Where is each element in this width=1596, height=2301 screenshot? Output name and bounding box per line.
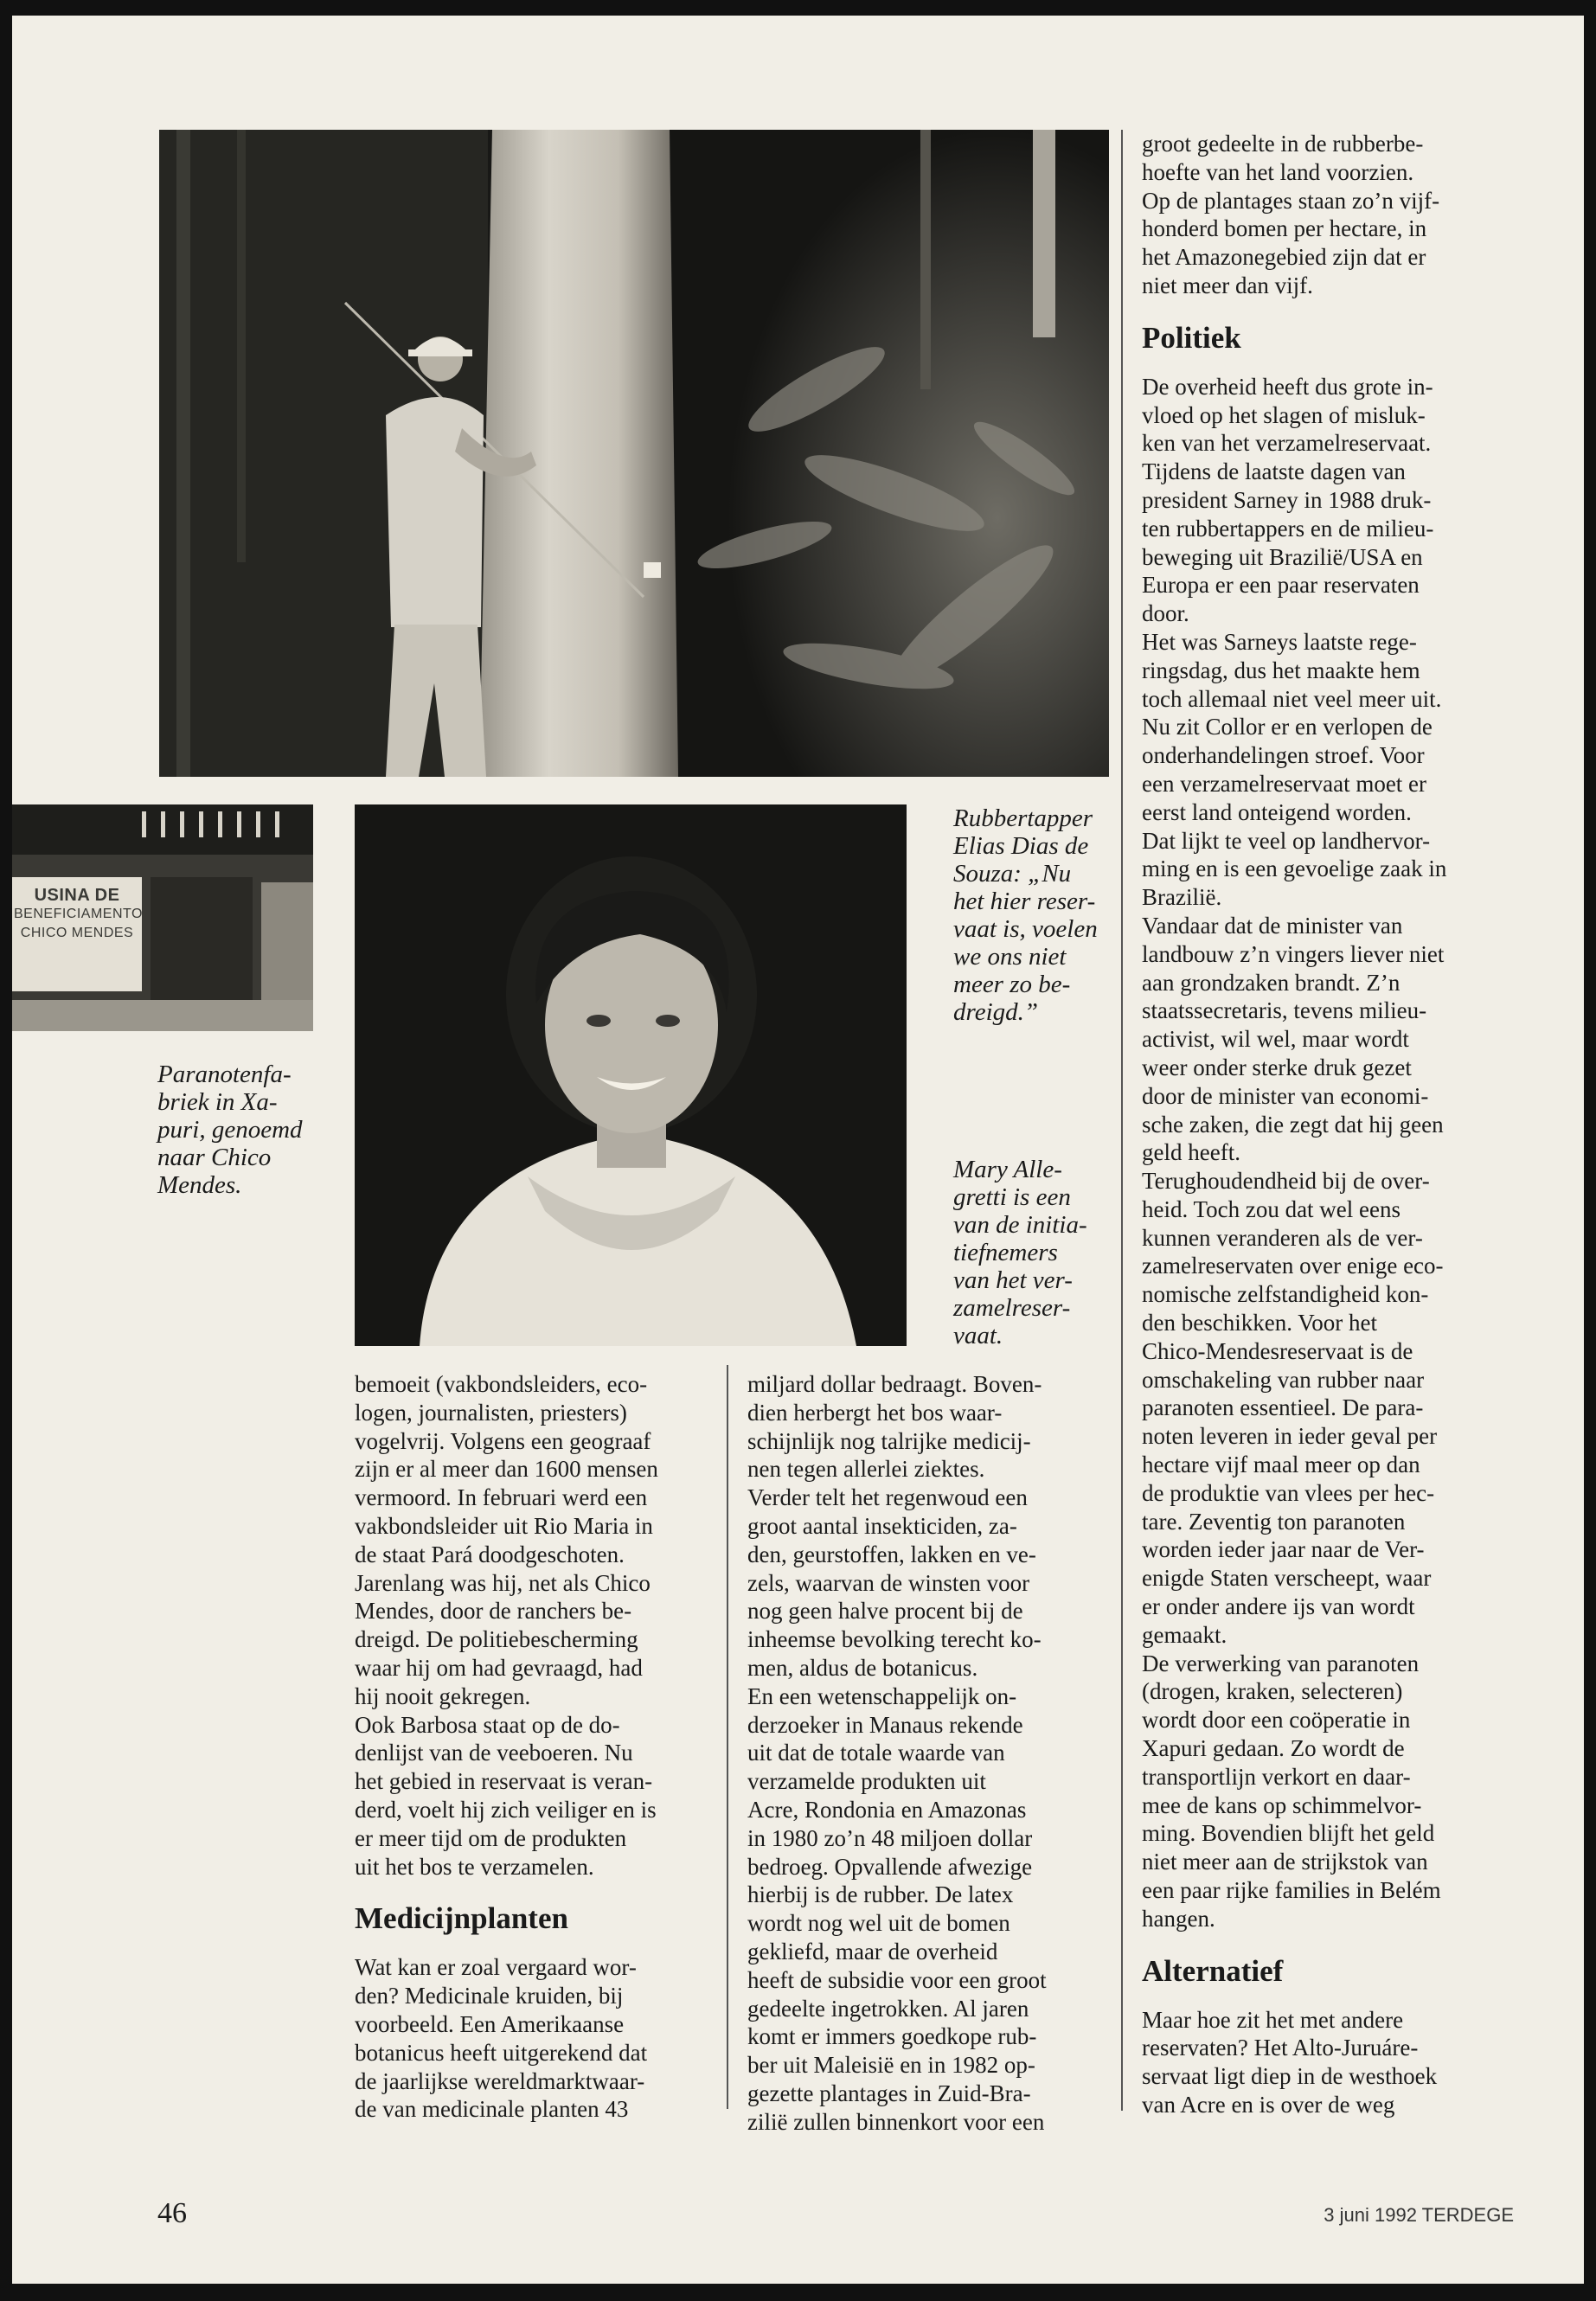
- text-line: ken van het verzamelreservaat.: [1142, 430, 1432, 457]
- paragraph: [1142, 628, 1514, 912]
- text-line: logen, journalisten, priesters): [355, 1399, 627, 1426]
- text-line: weer onder sterke druk gezet: [1142, 1054, 1412, 1080]
- text-line: wordt nog wel uit de bomen: [747, 1910, 1010, 1937]
- section-heading-politiek: Politiek: [1142, 320, 1241, 355]
- text-line: heeft de subsidie voor een groot: [747, 1966, 1047, 1993]
- paragraph: [1142, 1167, 1514, 1650]
- text-line: derd, voelt hij zich veiliger en is: [355, 1796, 657, 1823]
- caption-line: Souza: „Nu: [953, 860, 1072, 888]
- text-line: vloed op het slagen of misluk-: [1142, 401, 1426, 428]
- text-line: vogelvrij. Volgens een geograaf: [355, 1427, 651, 1454]
- text-line: den, geurstoffen, lakken en ve-: [747, 1541, 1036, 1567]
- text-line: nomische zelfstandigheid kon-: [1142, 1281, 1429, 1308]
- text-line: den? Medicinale kruiden, bij: [355, 1983, 624, 2009]
- text-line: in 1980 zo’n 48 miljoen dollar: [747, 1824, 1033, 1851]
- text-line: nog geen halve procent bij de: [747, 1598, 1023, 1625]
- caption-line: naar Chico: [157, 1144, 272, 1171]
- text-line: aan grondzaken brandt. Z’n: [1142, 969, 1401, 996]
- text-line: eerst land onteigend worden.: [1142, 798, 1412, 825]
- text-column-1: [355, 1370, 718, 2124]
- text-line: van Acre en is over de weg: [1142, 2092, 1395, 2118]
- caption-line: briek in Xa-: [157, 1088, 278, 1116]
- section-heading-alternatief: Alternatief: [1142, 1953, 1284, 1988]
- text-line: servaat ligt diep in de westhoek: [1142, 2063, 1438, 2090]
- text-line: inheemse bevolking terecht ko-: [747, 1626, 1042, 1653]
- text-line: de jaarlijkse wereldmarktwaar-: [355, 2067, 645, 2094]
- text-line: waar hij om had gevraagd, had: [355, 1654, 643, 1681]
- caption-line: vaat.: [953, 1322, 1003, 1349]
- text-line: groot gedeelte in de rubberbe-: [1142, 131, 1424, 157]
- text-line: groot aantal insekticiden, za-: [747, 1512, 1017, 1539]
- text-line: komt er immers goedkope rub-: [747, 2023, 1037, 2050]
- column-rule: [727, 1365, 728, 2109]
- caption-line: van de initia-: [953, 1211, 1087, 1239]
- text-line: vakbondsleider uit Rio Maria in: [355, 1512, 653, 1539]
- magazine-page: [12, 16, 1584, 2284]
- text-line: noten leveren in ieder geval per: [1142, 1423, 1438, 1450]
- text-column-3: [1142, 130, 1514, 2119]
- text-line: zilië zullen binnenkort voor een: [747, 2108, 1045, 2135]
- text-line: zels, waarvan de winsten voor: [747, 1569, 1030, 1596]
- text-line: zijn er al meer dan 1600 mensen: [355, 1456, 658, 1483]
- text-line: hij nooit gekregen.: [355, 1682, 531, 1709]
- text-line: paranoten essentieel. De para-: [1142, 1394, 1424, 1421]
- text-line: gezette plantages in Zuid-Bra-: [747, 2080, 1031, 2106]
- text-line: Brazilië.: [1142, 884, 1222, 911]
- text-line: En een wetenschappelijk on-: [747, 1682, 1017, 1709]
- text-line: voorbeeld. Een Amerikaanse: [355, 2010, 625, 2037]
- caption-tapper: [953, 804, 1126, 1026]
- text-line: activist, wil wel, maar wordt: [1142, 1026, 1409, 1053]
- text-line: enigde Staten verscheept, waar: [1142, 1565, 1432, 1592]
- text-line: ming en is een gevoelige zaak in: [1142, 856, 1447, 882]
- text-line: de van medicinale planten 43: [355, 2096, 629, 2123]
- caption-line: Paranotenfa-: [157, 1061, 292, 1088]
- text-line: toch allemaal niet veel meer uit.: [1142, 685, 1442, 712]
- text-line: derzoeker in Manaus rekende: [747, 1711, 1023, 1738]
- text-line: sche zaken, die zegt dat hij geen: [1142, 1111, 1444, 1138]
- paragraph: [747, 1682, 1115, 2137]
- text-line: Het was Sarneys laatste rege-: [1142, 628, 1417, 655]
- text-line: reservaten? Het Alto-Juruáre-: [1142, 2035, 1419, 2061]
- caption-line: gretti is een: [953, 1183, 1071, 1211]
- portrait-photo: [355, 804, 907, 1346]
- text-line: Dat lijkt te veel op landhervor-: [1142, 827, 1431, 854]
- caption-line: vaat is, voelen: [953, 915, 1098, 943]
- text-line: De verwerking van paranoten: [1142, 1650, 1420, 1676]
- text-line: men, aldus de botanicus.: [747, 1654, 978, 1681]
- paragraph: [1142, 373, 1514, 628]
- caption-line: we ons niet: [953, 943, 1067, 971]
- paragraph: [355, 1370, 718, 1711]
- tapper-photo-image: [159, 130, 1109, 777]
- text-line: Vandaar dat de minister van: [1142, 912, 1403, 939]
- caption-line: het hier reser-: [953, 888, 1096, 915]
- text-line: hierbij is de rubber. De latex: [747, 1881, 1014, 1908]
- factory-sign-line: USINA DE: [34, 886, 120, 905]
- text-line: ming. Bovendien blijft het geld: [1142, 1820, 1435, 1847]
- text-line: Op de plantages staan zo’n vijf-: [1142, 187, 1440, 214]
- caption-line: dreigd.”: [953, 998, 1039, 1026]
- text-line: Maar hoe zit het met andere: [1142, 2006, 1404, 2033]
- text-line: wordt door een coöperatie in: [1142, 1707, 1411, 1734]
- caption-allegretti: [953, 1156, 1126, 1349]
- text-line: denlijst van de veeboeren. Nu: [355, 1740, 633, 1766]
- paragraph: [1142, 130, 1514, 300]
- text-line: kunnen veranderen als de ver-: [1142, 1224, 1423, 1251]
- paragraph: [747, 1484, 1115, 1682]
- text-line: onderhandelingen stroef. Voor: [1142, 742, 1425, 769]
- text-line: Europa er een paar reservaten: [1142, 572, 1420, 599]
- text-line: Terughoudendheid bij de over-: [1142, 1168, 1430, 1195]
- text-line: nen tegen allerlei ziektes.: [747, 1456, 985, 1483]
- text-line: door.: [1142, 600, 1189, 627]
- paragraph: [1142, 912, 1514, 1167]
- caption-line: meer zo be-: [953, 971, 1071, 998]
- text-line: president Sarney in 1988 druk-: [1142, 486, 1432, 513]
- paragraph: [747, 1370, 1115, 1484]
- text-line: den beschikken. Voor het: [1142, 1310, 1377, 1336]
- text-line: Wat kan er zoal vergaard wor-: [355, 1954, 637, 1981]
- text-line: botanicus heeft uitgerekend dat: [355, 2039, 648, 2066]
- text-line: honderd bomen per hectare, in: [1142, 215, 1427, 242]
- text-line: hangen.: [1142, 1905, 1215, 1932]
- text-line: Ook Barbosa staat op de do-: [355, 1711, 620, 1738]
- text-line: ringsdag, dus het maakte hem: [1142, 657, 1420, 683]
- text-line: een paar rijke families in Belém: [1142, 1877, 1441, 1904]
- caption-line: zamelreser-: [953, 1294, 1071, 1322]
- text-line: geld heeft.: [1142, 1139, 1240, 1166]
- text-line: Nu zit Collor er en verlopen de: [1142, 714, 1433, 740]
- text-line: Acre, Rondonia en Amazonas: [747, 1796, 1027, 1823]
- caption-line: Rubbertapper: [953, 804, 1093, 832]
- caption-line: Elias Dias de: [953, 832, 1089, 860]
- text-line: de staat Pará doodgeschoten.: [355, 1541, 625, 1567]
- text-line: Jarenlang was hij, net als Chico: [355, 1569, 651, 1596]
- text-line: de produktie van vlees per hec-: [1142, 1479, 1435, 1506]
- caption-line: Mendes.: [157, 1171, 242, 1199]
- caption-factory: [157, 1061, 339, 1199]
- issue-label: 3 juni 1992 TERDEGE: [1324, 2204, 1514, 2226]
- paragraph: [1142, 2006, 1514, 2119]
- text-column-2: [747, 1370, 1115, 2137]
- text-line: het gebied in reservaat is veran-: [355, 1768, 653, 1795]
- text-line: beweging uit Brazilië/USA en: [1142, 543, 1423, 570]
- factory-sign: [14, 886, 143, 943]
- text-line: landbouw z’n vingers liever niet: [1142, 940, 1445, 967]
- text-line: niet meer aan de strijkstok van: [1142, 1849, 1428, 1875]
- text-line: gekliefd, maar de overheid: [747, 1938, 998, 1965]
- caption-line: Mary Alle-: [953, 1156, 1062, 1183]
- caption-line: tiefnemers: [953, 1239, 1058, 1266]
- text-line: vermoord. In februari werd een: [355, 1484, 648, 1511]
- column-rule: [1121, 130, 1123, 2111]
- paragraph: [355, 1711, 718, 1881]
- page-number: 46: [157, 2197, 187, 2229]
- text-line: bemoeit (vakbondsleiders, eco-: [355, 1371, 648, 1397]
- text-line: mee de kans op schimmelvor-: [1142, 1791, 1422, 1818]
- text-line: uit dat de totale waarde van: [747, 1740, 1005, 1766]
- portrait-photo-image: [355, 804, 907, 1346]
- text-line: het Amazonegebied zijn dat er: [1142, 244, 1426, 271]
- text-line: omschakeling van rubber naar: [1142, 1366, 1425, 1393]
- text-line: miljard dollar bedraagt. Boven-: [747, 1371, 1042, 1397]
- text-line: Xapuri gedaan. Zo wordt de: [1142, 1735, 1405, 1762]
- text-line: hectare vijf maal meer op dan: [1142, 1452, 1420, 1478]
- paragraph: [1142, 1650, 1514, 1933]
- text-line: gemaakt.: [1142, 1621, 1227, 1648]
- text-line: Chico-Mendesreservaat is de: [1142, 1337, 1413, 1364]
- paragraph: [355, 1953, 718, 2124]
- text-line: ber uit Maleisië en in 1982 op-: [747, 2052, 1035, 2079]
- caption-line: van het ver-: [953, 1266, 1073, 1294]
- text-line: (drogen, kraken, selecteren): [1142, 1678, 1403, 1705]
- text-line: een verzamelreservaat moet er: [1142, 770, 1427, 797]
- text-line: transportlijn verkort en daar-: [1142, 1763, 1411, 1790]
- factory-sign-line: CHICO MENDES: [20, 926, 134, 940]
- factory-sign-line: BENEFICIAMENTO: [14, 907, 143, 921]
- text-line: bedroeg. Opvallende afwezige: [747, 1853, 1033, 1880]
- text-line: ten rubbertappers en de milieu-: [1142, 515, 1434, 542]
- text-line: er onder andere ijs van wordt: [1142, 1593, 1415, 1620]
- tapper-photo: [159, 130, 1109, 777]
- text-line: Verder telt het regenwoud een: [747, 1484, 1028, 1511]
- text-line: staatssecretaris, tevens milieu-: [1142, 997, 1427, 1024]
- text-line: verzamelde produkten uit: [747, 1768, 986, 1795]
- text-line: worden ieder jaar naar de Ver-: [1142, 1536, 1425, 1563]
- section-heading-medicijnplanten: Medicijnplanten: [355, 1901, 568, 1936]
- text-line: niet meer dan vijf.: [1142, 272, 1313, 298]
- caption-line: puri, genoemd: [157, 1116, 303, 1144]
- text-line: dien herbergt het bos waar-: [747, 1399, 1003, 1426]
- text-line: heid. Toch zou dat wel eens: [1142, 1195, 1401, 1222]
- text-line: Mendes, door de ranchers be-: [355, 1598, 632, 1625]
- text-line: gedeelte ingetrokken. Al jaren: [747, 1995, 1029, 2022]
- text-line: er meer tijd om de produkten: [355, 1824, 627, 1851]
- text-line: schijnlijk nog talrijke medicij-: [747, 1427, 1031, 1454]
- text-line: uit het bos te verzamelen.: [355, 1853, 594, 1880]
- text-line: De overheid heeft dus grote in-: [1142, 373, 1433, 400]
- text-line: tare. Zeventig ton paranoten: [1142, 1508, 1406, 1535]
- text-line: dreigd. De politiebescherming: [355, 1626, 638, 1653]
- factory-photo: [12, 804, 313, 1031]
- text-line: door de minister van economi-: [1142, 1082, 1429, 1109]
- text-line: Tijdens de laatste dagen van: [1142, 458, 1406, 485]
- text-line: zamelreservaten over enige eco-: [1142, 1253, 1444, 1279]
- text-line: hoefte van het land voorzien.: [1142, 158, 1414, 185]
